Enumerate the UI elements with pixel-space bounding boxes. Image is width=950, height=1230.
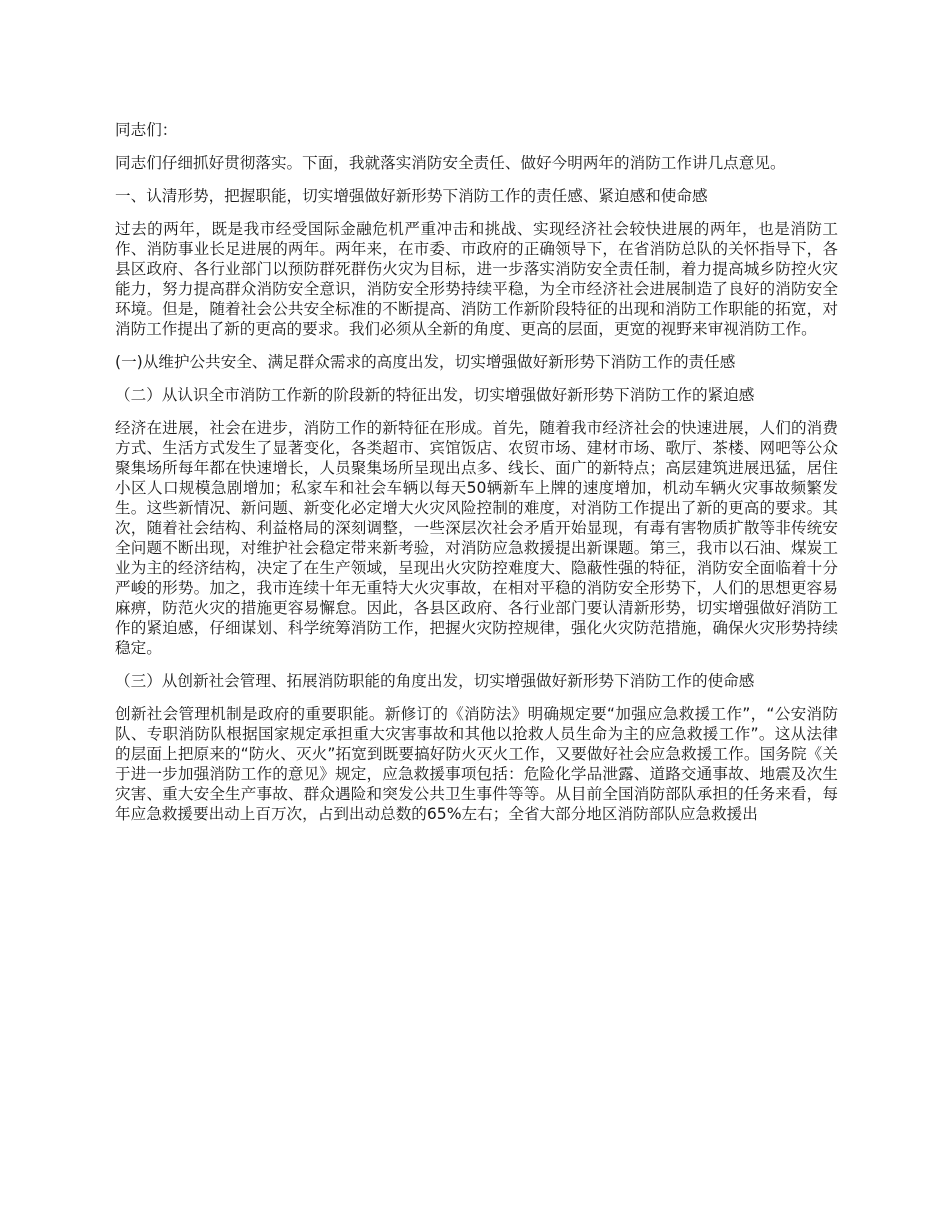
- section-heading-1: 一、认清形势，把握职能，切实增强做好新形势下消防工作的责任感、紧迫感和使命感: [115, 187, 708, 205]
- subheading-urgency: （二）从认识全市消防工作新的阶段新的特征出发，切实增强做好新形势下消防工作的紧迫感: [115, 386, 755, 404]
- paragraph-past-two-years: 过去的两年，既是我市经受国际金融危机严重冲击和挑战、实现经济社会较快进展的两年，也是消防工作、消防事业长足进展的两年。两年来，在市委、市政府的正确领导下，在省消防总队的关怀指导下，各县区政府、各行业部门以预防群死群伤火灾为目标，进一步落实消防安全责任制，着力提高城乡防控火灾能力，努力提高群众消防安全意识，消防安全形势持续平稳，为全市经济社会进展制造了良好的消防安全环境。但是，随着社会公共安全标准的不断提高、消防工作新阶段特征的出现和消防工作职能的拓宽，对消防工作提出了新的更高的要求。我们必须从全新的角度、更高的层面，更宽的视野来审视消防工作。: [115, 220, 838, 338]
- paragraph-intro: 同志们仔细抓好贯彻落实。下面，我就落实消防安全责任、做好今明两年的消防工作讲几点意见。: [115, 154, 786, 172]
- document-body: [115, 120, 838, 837]
- subheading-responsibility: (一)从维护公共安全、满足群众需求的高度出发，切实增强做好新形势下消防工作的责任感: [115, 353, 736, 371]
- paragraph-new-features: 经济在进展，社会在进步，消防工作的新特征在形成。首先，随着我市经济社会的快速进展，人们的消费方式、生活方式发生了显著变化，各类超市、宾馆饭店、农贸市场、建材市场、歌厅、茶楼、网吧等公众聚集场所每年都在快速增长，人员聚集场所呈现出点多、线长、面广的新特点；高层建筑进展迅猛，居住小区人口规模急剧增加；私家车和社会车辆以每天50辆新车上牌的速度增加，机动车辆火灾事故频繁发生。这些新情况、新问题、新变化必定增大火灾风险控制的难度，对消防工作提出了新的更高的要求。其次，随着社会结构、利益格局的深刻调整，一些深层次社会矛盾开始显现，有毒有害物质扩散等非传统安全问题不断出现，对维护社会稳定带来新考验，对消防应急救援提出新课题。第三，我市以石油、煤炭工业为主的经济结构，决定了在生产领域，呈现出火灾防控难度大、隐蔽性强的特征，消防安全面临着十分严峻的形势。加之，我市连续十年无重特大火灾事故，在相对平稳的消防安全形势下，人们的思想更容易麻痹，防范火灾的措施更容易懈怠。因此，各县区政府、各行业部门要认清新形势，切实增强做好消防工作的紧迫感，仔细谋划、科学统筹消防工作，把握火灾防控规律，强化火灾防范措施，确保火灾形势持续稳定。: [115, 419, 838, 657]
- salutation: 同志们：: [115, 121, 178, 139]
- paragraph-social-management: 创新社会管理机制是政府的重要职能。新修订的《消防法》明确规定要“加强应急救援工作”，“公安消防队、专职消防队根据国家规定承担重大灾害事故和其他以抢救人员生命为主的应急救援工作”。这从法律的层面上把原来的“防火、灭火”拓宽到既要搞好防火灭火工作，又要做好社会应急救援工作。国务院《关于进一步加强消防工作的意见》规定，应急救援事项包括：危险化学品泄露、道路交通事故、地震及次生灾害、重大安全生产事故、群众遇险和突发公共卫生事件等等。从目前全国消防部队承担的任务来看，每年应急救援要出动上百万次，占到出动总数的65%左右；全省大部分地区消防部队应急救援出: [115, 705, 838, 823]
- subheading-mission: （三）从创新社会管理、拓展消防职能的角度出发，切实增强做好新形势下消防工作的使命感: [115, 672, 755, 690]
